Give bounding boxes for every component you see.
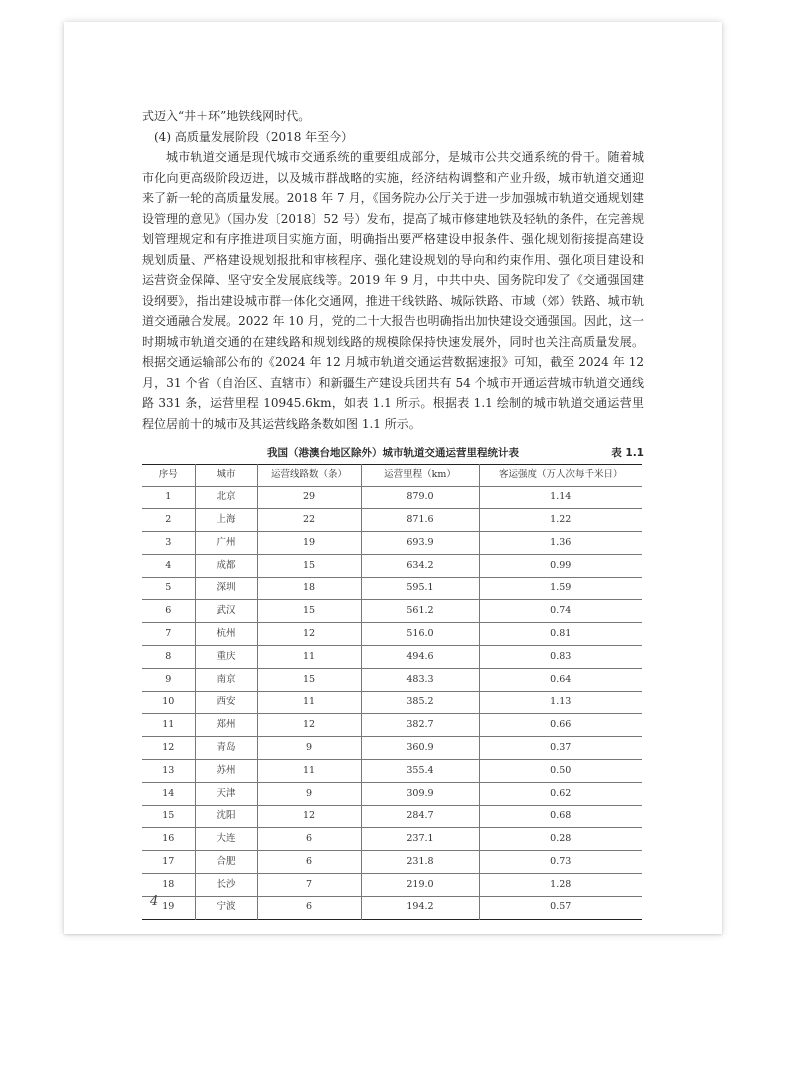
city-name-cell: 重庆 [195,646,257,669]
city-name-cell: 深圳 [195,577,257,600]
passenger-intensity-cell: 1.36 [479,532,642,555]
passenger-intensity-cell: 0.64 [479,668,642,691]
operating-mileage-cell: 231.8 [361,851,479,874]
row-index-cell: 9 [142,668,195,691]
city-name-cell: 苏州 [195,760,257,783]
operating-mileage-cell: 561.2 [361,600,479,623]
passenger-intensity-cell: 0.37 [479,737,642,760]
operating-mileage-cell: 385.2 [361,691,479,714]
table-number: 表 1.1 [611,447,644,459]
city-name-cell: 北京 [195,486,257,509]
city-name-cell: 长沙 [195,874,257,897]
line-count-cell: 11 [257,646,361,669]
table-row [142,760,642,783]
city-name-cell: 南京 [195,668,257,691]
table-row [142,554,642,577]
city-name-cell: 宁波 [195,896,257,919]
city-name-cell: 大连 [195,828,257,851]
city-name-cell: 武汉 [195,600,257,623]
table-row [142,623,642,646]
paragraph-continuation: 式迈入“井＋环”地铁线网时代。 [142,109,311,123]
operating-mileage-cell: 879.0 [361,486,479,509]
passenger-intensity-cell: 0.66 [479,714,642,737]
city-name-cell: 成都 [195,554,257,577]
row-index-cell: 10 [142,691,195,714]
operating-mileage-cell: 595.1 [361,577,479,600]
table-row [142,828,642,851]
row-index-cell: 3 [142,532,195,555]
header-cell: 城市 [195,465,257,487]
row-index-cell: 13 [142,760,195,783]
passenger-intensity-cell: 0.81 [479,623,642,646]
section-heading: (4) 高质量发展阶段（2018 年至今） [154,129,354,144]
table-body [142,486,642,919]
line-count-cell: 22 [257,509,361,532]
passenger-intensity-cell: 1.14 [479,486,642,509]
table-row [142,851,642,874]
operating-mileage-cell: 284.7 [361,805,479,828]
row-index-cell: 2 [142,509,195,532]
row-index-cell: 8 [142,646,195,669]
table-row [142,486,642,509]
passenger-intensity-cell: 0.57 [479,896,642,919]
header-cell: 序号 [142,465,195,487]
line-count-cell: 12 [257,623,361,646]
line-count-cell: 18 [257,577,361,600]
line-count-cell: 6 [257,828,361,851]
header-cell: 运营里程（km） [361,465,479,487]
line-count-cell: 19 [257,532,361,555]
document-page [64,22,722,934]
row-index-cell: 14 [142,782,195,805]
operating-mileage-cell: 693.9 [361,532,479,555]
table-row [142,600,642,623]
table-row [142,896,642,919]
city-name-cell: 西安 [195,691,257,714]
city-name-cell: 青岛 [195,737,257,760]
city-name-cell: 合肥 [195,851,257,874]
table-row [142,805,642,828]
passenger-intensity-cell: 0.73 [479,851,642,874]
table-row [142,691,642,714]
row-index-cell: 18 [142,874,195,897]
passenger-intensity-cell: 1.22 [479,509,642,532]
row-index-cell: 1 [142,486,195,509]
row-index-cell: 19 [142,896,195,919]
passenger-intensity-cell: 1.59 [479,577,642,600]
row-index-cell: 11 [142,714,195,737]
row-index-cell: 6 [142,600,195,623]
table-row [142,782,642,805]
row-index-cell: 12 [142,737,195,760]
line-count-cell: 9 [257,737,361,760]
passenger-intensity-cell: 0.68 [479,805,642,828]
operating-mileage-cell: 309.9 [361,782,479,805]
city-name-cell: 杭州 [195,623,257,646]
operating-mileage-cell: 871.6 [361,509,479,532]
operating-mileage-cell: 382.7 [361,714,479,737]
passenger-intensity-cell: 0.99 [479,554,642,577]
row-index-cell: 4 [142,554,195,577]
city-name-cell: 上海 [195,509,257,532]
body-paragraph: 城市轨道交通是现代城市交通系统的重要组成部分，是城市公共交通系统的骨干。随着城市化向更高级阶段迈进，以及城市群战略的实施，经济结构调整和产业升级，城市轨道交通迎来了新一轮的高质量发展。2018 年 7 月，《国务院办公厅关于进一步加强城市轨道交通规划建设管理的意见》（国办发〔2018〕52 号）发布，提高了城市修建地铁及轻轨的条件，在完善规划管理规定和有序推进项目实施方面，明确指出要严格建设申报条件、强化规划衔接提高建设规划质量、严格建设规划报批和审核程序、强化建设规划的导向和约束作用、强化项目建设和运营资金保障、坚守安全发展底线等。2019 年 9 月，中共中央、国务院印发了《交通强国建设纲要》，指出建设城市群一体化交通网，推进干线铁路、城际铁路、市域（郊）铁路、城市轨道交通融合发展。2022 年 10 月，党的二十大报告也明确指出加快建设交通强国。因此，这一时期城市轨道交通的在建线路和规划线路的规模除保持快速发展外，同时也关注高质量发展。根据交通运输部公布的《2024 年 12 月城市轨道交通运营数据速报》可知，截至 2024 年 12 月，31 个省（自治区、直辖市）和新疆生产建设兵团共有 54 个城市开通运营城市轨道交通线路 331 条，运营里程 10945.6km，如表 1.1 所示。根据表 1.1 绘制的城市轨道交通运营里程位居前十的城市及其运营线路条数如图 1.1 所示。 [142,150,644,431]
line-count-cell: 12 [257,714,361,737]
row-index-cell: 17 [142,851,195,874]
operating-mileage-cell: 355.4 [361,760,479,783]
line-count-cell: 12 [257,805,361,828]
city-name-cell: 沈阳 [195,805,257,828]
operating-mileage-cell: 194.2 [361,896,479,919]
page-content [142,106,644,920]
header-cell: 客运强度（万人次每千米日） [479,465,642,487]
line-count-cell: 15 [257,600,361,623]
operating-mileage-cell: 219.0 [361,874,479,897]
line-count-cell: 6 [257,851,361,874]
line-count-cell: 11 [257,760,361,783]
passenger-intensity-cell: 0.74 [479,600,642,623]
header-cell: 运营线路数（条） [257,465,361,487]
city-name-cell: 广州 [195,532,257,555]
line-count-cell: 15 [257,554,361,577]
operating-mileage-cell: 360.9 [361,737,479,760]
table-caption [142,442,644,464]
passenger-intensity-cell: 1.28 [479,874,642,897]
passenger-intensity-cell: 1.13 [479,691,642,714]
table-row [142,668,642,691]
metro-statistics-table [142,464,642,920]
row-index-cell: 5 [142,577,195,600]
passenger-intensity-cell: 0.83 [479,646,642,669]
line-count-cell: 6 [257,896,361,919]
operating-mileage-cell: 634.2 [361,554,479,577]
passenger-intensity-cell: 0.28 [479,828,642,851]
city-name-cell: 天津 [195,782,257,805]
line-count-cell: 9 [257,782,361,805]
operating-mileage-cell: 237.1 [361,828,479,851]
table-title: 我国（港澳台地区除外）城市轨道交通运营里程统计表 [267,447,519,459]
table-row [142,509,642,532]
operating-mileage-cell: 483.3 [361,668,479,691]
row-index-cell: 7 [142,623,195,646]
table-row [142,874,642,897]
line-count-cell: 7 [257,874,361,897]
line-count-cell: 11 [257,691,361,714]
table-header-row [142,465,642,487]
passenger-intensity-cell: 0.50 [479,760,642,783]
table-row [142,646,642,669]
table-row [142,577,642,600]
operating-mileage-cell: 516.0 [361,623,479,646]
city-name-cell: 郑州 [195,714,257,737]
table-row [142,737,642,760]
operating-mileage-cell: 494.6 [361,646,479,669]
line-count-cell: 15 [257,668,361,691]
passenger-intensity-cell: 0.62 [479,782,642,805]
table-row [142,714,642,737]
row-index-cell: 15 [142,805,195,828]
row-index-cell: 16 [142,828,195,851]
line-count-cell: 29 [257,486,361,509]
page-number: 4 [150,894,159,909]
table-row [142,532,642,555]
